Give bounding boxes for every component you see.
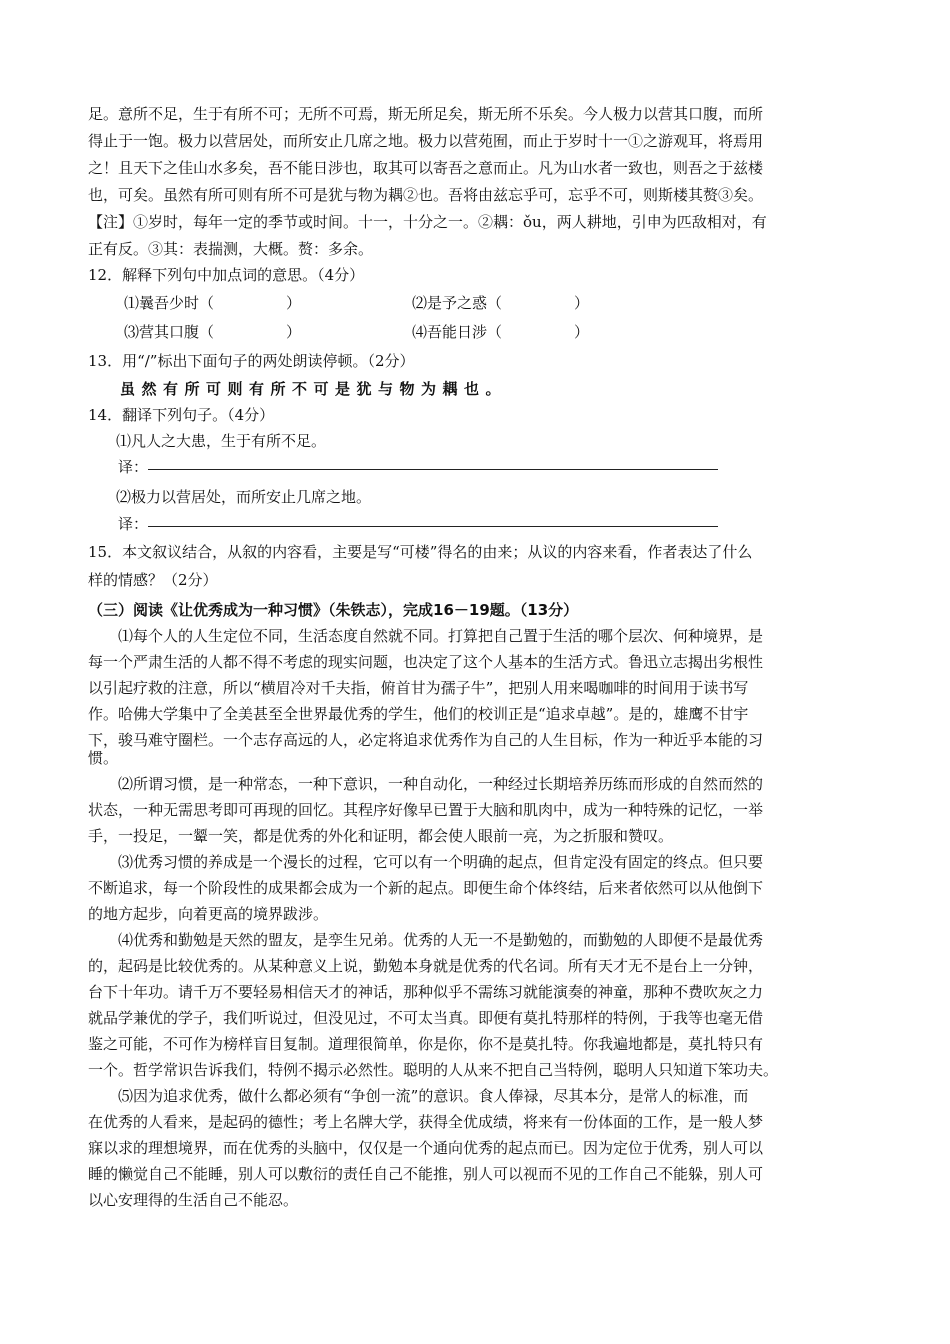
question-12-title: 12．解释下列句中加点词的意思。（4分） <box>88 266 365 284</box>
note-line: 【注】①岁时，每年一定的季节或时间。十一，十分之一。②耦：ǒu，两人耕地，引申为匹敌相对，有 <box>88 213 767 231</box>
para-line: 就品学兼优的学子，我们听说过，但没见过，不可太当真。即便有莫扎特那样的特例，于我等也毫无借 <box>88 1009 764 1027</box>
para-line: 惯。 <box>88 749 119 767</box>
q14-answer-line-2 <box>148 526 718 527</box>
para-line: 在优秀的人看来，是起码的德性；考上名牌大学，获得全优成绩，将来有一份体面的工作，是一般人梦 <box>88 1113 764 1131</box>
para-line: 的地方起步，向着更高的境界跋涉。 <box>88 905 329 923</box>
para-line: 下，骏马难守圈栏。一个志存高远的人，必定将追求优秀作为自己的人生目标，作为一种近乎本能的习 <box>88 731 764 749</box>
para-line: 状态，一种无需思考即可再现的回忆。其程序好像早已置于大脑和肌肉中，成为一种特殊的记忆，一举 <box>88 801 764 819</box>
para-line: 寐以求的理想境界，而在优秀的头脑中，仅仅是一个通向优秀的起点而已。因为定位于优秀，别人可以 <box>88 1139 764 1157</box>
para-line: 睡的懒觉自己不能睡，别人可以敷衍的责任自己不能推，别人可以视而不见的工作自己不能躲，别人可 <box>88 1165 764 1183</box>
para-line: 不断追求，每一个阶段性的成果都会成为一个新的起点。即便生命个体终结，后来者依然可以从他倒下 <box>88 879 764 897</box>
q14-answer-label-2: 译： <box>118 515 149 533</box>
para-line: 以引起疗救的注意，所以“横眉冷对千夫指，俯首甘为孺子牛”，把别人用来喝咖啡的时间用于读书写 <box>88 679 749 697</box>
passage-line: 足。意所不足，生于有所不可；无所不可焉，斯无所足矣，斯无所不乐矣。今人极力以营其口腹，而所 <box>88 105 764 123</box>
question-15-line: 15．本文叙议结合，从叙的内容看，主要是写“可楼”得名的由来；从议的内容来看，作者表达了什么 <box>88 543 753 561</box>
q13-sentence: 虽然有所可则有所不可是犹与物为耦也。 <box>120 380 508 398</box>
para-line: ⑴每个人的人生定位不同，生活态度自然就不同。打算把自己置于生活的哪个层次、何种境界，是 <box>118 627 764 645</box>
passage-line: 之！且天下之佳山水多矣，吾不能日涉也，取其可以寄吾之意而止。凡为山水者一致也，则吾之于兹楼 <box>88 159 764 177</box>
para-line: ⑸因为追求优秀，做什么都必须有“争创一流”的意识。食人俸禄，尽其本分，是常人的标准，而 <box>118 1087 749 1105</box>
para-line: 一个。哲学常识告诉我们，特例不揭示必然性。聪明的人从来不把自己当特例，聪明人只知道下笨功夫。 <box>88 1061 779 1079</box>
para-line: 台下十年功。请千万不要轻易相信天才的神话，那种似乎不需练习就能演奏的神童，那种不费吹灰之力 <box>88 983 764 1001</box>
q14-sentence-2: ⑵极力以营居处，而所安止几席之地。 <box>116 488 372 506</box>
q12-item-1: ⑴曩吾少时（ ） <box>124 294 302 312</box>
section-3-heading: （三）阅读《让优秀成为一种习惯》（朱铁志），完成16－19题。（13分） <box>88 601 579 619</box>
para-line: ⑶优秀习惯的养成是一个漫长的过程，它可以有一个明确的起点，但肯定没有固定的终点。但只要 <box>118 853 764 871</box>
question-13-title: 13．用“/”标出下面句子的两处朗读停顿。（2分） <box>88 352 415 370</box>
passage-line: 也，可矣。虽然有所可则有所不可是犹与物为耦②也。吾将由兹忘乎可，忘乎不可，则斯楼其赘③矣。 <box>88 186 764 204</box>
q12-item-3: ⑶营其口腹（ ） <box>124 323 302 341</box>
question-15-line: 样的情感？（2分） <box>88 571 218 589</box>
q14-answer-line-1 <box>148 469 718 470</box>
q14-answer-label-1: 译： <box>118 458 149 476</box>
para-line: 每一个严肃生活的人都不得不考虑的现实问题，也决定了这个人基本的生活方式。鲁迅立志揭出劣根性 <box>88 653 764 671</box>
q12-item-2: ⑵是予之惑（ ） <box>412 294 590 312</box>
para-line: 的，起码是比较优秀的。从某种意义上说，勤勉本身就是优秀的代名词。所有天才无不是台上一分钟， <box>88 957 764 975</box>
note-line: 正有反。③其：表揣测，大概。赘：多余。 <box>88 240 374 258</box>
q12-item-4: ⑷吾能日涉（ ） <box>412 323 590 341</box>
para-line: ⑵所谓习惯，是一种常态，一种下意识，一种自动化，一种经过长期培养历练而形成的自然而然的 <box>118 775 764 793</box>
q14-sentence-1: ⑴凡人之大患，生于有所不足。 <box>116 432 327 450</box>
para-line: 鉴之可能，不可作为榜样盲目复制。道理很简单，你是你，你不是莫扎特。你我遍地都是，莫扎特只有 <box>88 1035 764 1053</box>
passage-line: 得止于一饱。极力以营居处，而所安止几席之地。极力以营苑囿，而止于岁时十一①之游观耳，将焉用 <box>88 132 764 150</box>
para-line: 作。哈佛大学集中了全美甚至全世界最优秀的学生，他们的校训正是“追求卓越”。是的，雄鹰不甘宇 <box>88 705 749 723</box>
para-line: ⑷优秀和勤勉是天然的盟友，是孪生兄弟。优秀的人无一不是勤勉的，而勤勉的人即便不是最优秀 <box>118 931 764 949</box>
para-line: 以心安理得的生活自己不能忍。 <box>88 1191 299 1209</box>
para-line: 手，一投足，一颦一笑，都是优秀的外化和证明，都会使人眼前一亮，为之折服和赞叹。 <box>88 827 674 845</box>
question-14-title: 14．翻译下列句子。（4分） <box>88 406 275 424</box>
